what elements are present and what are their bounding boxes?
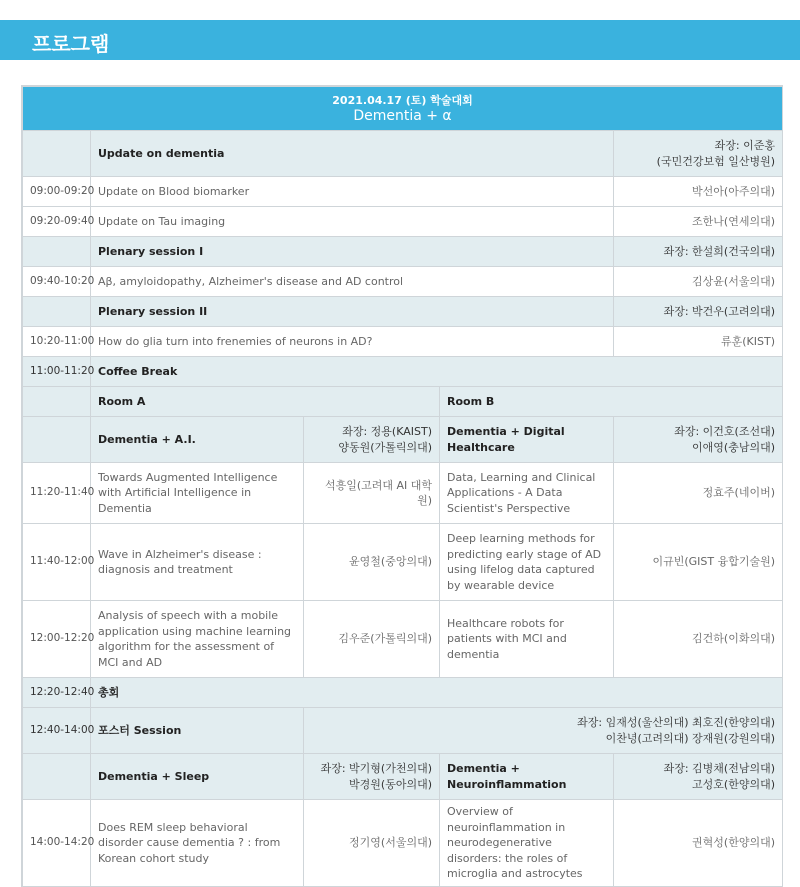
break-time: 11:00-11:20: [23, 357, 91, 387]
talk-b-title: Deep learning methods for predicting early stage of AD using lifelog data captured by wearable device: [440, 524, 614, 601]
talk-b-title: Healthcare robots for patients with MCI and dementia: [440, 601, 614, 678]
talk-row: [23, 327, 783, 357]
session-b-chair: 좌장: 이건호(조선대) 이애영(충남의대): [614, 417, 783, 463]
talk-speaker: 조한나(연세의대): [614, 207, 783, 237]
talk-time: 09:00-09:20: [23, 177, 91, 207]
session-title: Update on dementia: [91, 131, 614, 177]
talk-a-title: Wave in Alzheimer's disease : diagnosis and treatment: [91, 524, 304, 601]
session-c-title: Dementia + Sleep: [91, 754, 304, 800]
parallel-session-row: [23, 417, 783, 463]
talk-b-title: Overview of neuroinflammation in neurodegenerative disorders: the roles of microglia and astrocytes: [440, 800, 614, 887]
session-row: [23, 237, 783, 267]
meeting-time: 12:20-12:40: [23, 678, 91, 708]
parallel-talk-row: [23, 601, 783, 678]
parallel-talk-row: [23, 800, 783, 887]
talk-b-speaker: 김건하(이화의대): [614, 601, 783, 678]
talk-b-title: Data, Learning and Clinical Applications - A Data Scientist's Perspective: [440, 463, 614, 524]
poster-chair: 좌장: 임재성(울산의대) 최호진(한양의대) 이찬녕(고려의대) 장재원(강원의대): [304, 708, 783, 754]
talk-title: Update on Blood biomarker: [91, 177, 614, 207]
session-a-chair: 좌장: 정용(KAIST) 양동원(가톨릭의대): [304, 417, 440, 463]
event-theme: Dementia + α: [353, 108, 452, 124]
session-chair: 좌장: 한설희(건국의대): [614, 237, 783, 267]
poster-time: 12:40-14:00: [23, 708, 91, 754]
talk-time: 11:20-11:40: [23, 463, 91, 524]
break-row: [23, 357, 783, 387]
talk-a-speaker: 정기영(서울의대): [304, 800, 440, 887]
talk-a-title: Does REM sleep behavioral disorder cause dementia ? : from Korean cohort study: [91, 800, 304, 887]
talk-speaker: 박선아(아주의대): [614, 177, 783, 207]
poster-title: 포스터 Session: [91, 708, 304, 754]
parallel-talk-row: [23, 463, 783, 524]
talk-time: 12:00-12:20: [23, 601, 91, 678]
poster-row: [23, 708, 783, 754]
session-b-title: Dementia + Digital Healthcare: [440, 417, 614, 463]
session-row: [23, 297, 783, 327]
talk-time: 10:20-11:00: [23, 327, 91, 357]
session-c-chair: 좌장: 박기형(가천의대) 박경원(동아의대): [304, 754, 440, 800]
session-row: [23, 131, 783, 177]
session-chair: 좌장: 이준홍 (국민건강보험 일산병원): [614, 131, 783, 177]
meeting-title: 총회: [91, 678, 783, 708]
meeting-row: [23, 678, 783, 708]
room-b-label: Room B: [440, 387, 783, 417]
session-d-chair: 좌장: 김병채(전남의대) 고성호(한양의대): [614, 754, 783, 800]
room-a-label: Room A: [91, 387, 440, 417]
talk-b-speaker: 권혁성(한양의대): [614, 800, 783, 887]
talk-time: 09:20-09:40: [23, 207, 91, 237]
talk-time: 14:00-14:20: [23, 800, 91, 887]
parallel-talk-row: [23, 524, 783, 601]
talk-speaker: 김상윤(서울의대): [614, 267, 783, 297]
session-title: Plenary session I: [91, 237, 614, 267]
talk-row: [23, 177, 783, 207]
talk-time: 09:40-10:20: [23, 267, 91, 297]
talk-a-speaker: 석흥일(고려대 AI 대학원): [304, 463, 440, 524]
talk-a-title: Analysis of speech with a mobile application using machine learning algorithm for the assessment of MCI and AD: [91, 601, 304, 678]
talk-b-speaker: 정효주(네이버): [614, 463, 783, 524]
page-header: [0, 20, 800, 60]
rooms-row: [23, 387, 783, 417]
session-d-title: Dementia + Neuroinflammation: [440, 754, 614, 800]
session-chair: 좌장: 박건우(고려의대): [614, 297, 783, 327]
break-title: Coffee Break: [91, 357, 783, 387]
talk-a-speaker: 윤영철(중앙의대): [304, 524, 440, 601]
talk-a-title: Towards Augmented Intelligence with Artificial Intelligence in Dementia: [91, 463, 304, 524]
talk-title: Update on Tau imaging: [91, 207, 614, 237]
talk-title: How do glia turn into frenemies of neurons in AD?: [91, 327, 614, 357]
talk-speaker: 류훈(KIST): [614, 327, 783, 357]
talk-title: Aβ, amyloidopathy, Alzheimer's disease and AD control: [91, 267, 614, 297]
program-banner: [23, 87, 783, 131]
session-a-title: Dementia + A.I.: [91, 417, 304, 463]
talk-time: 11:40-12:00: [23, 524, 91, 601]
parallel-session-row: [23, 754, 783, 800]
talk-row: [23, 267, 783, 297]
talk-b-speaker: 이규빈(GIST 융합기술원): [614, 524, 783, 601]
talk-row: [23, 207, 783, 237]
program-table: [21, 85, 783, 887]
talk-a-speaker: 김우준(가톨릭의대): [304, 601, 440, 678]
session-title: Plenary session II: [91, 297, 614, 327]
event-date: 2021.04.17 (토) 학술대회: [332, 93, 473, 107]
page-title: 프로그램: [32, 32, 110, 56]
